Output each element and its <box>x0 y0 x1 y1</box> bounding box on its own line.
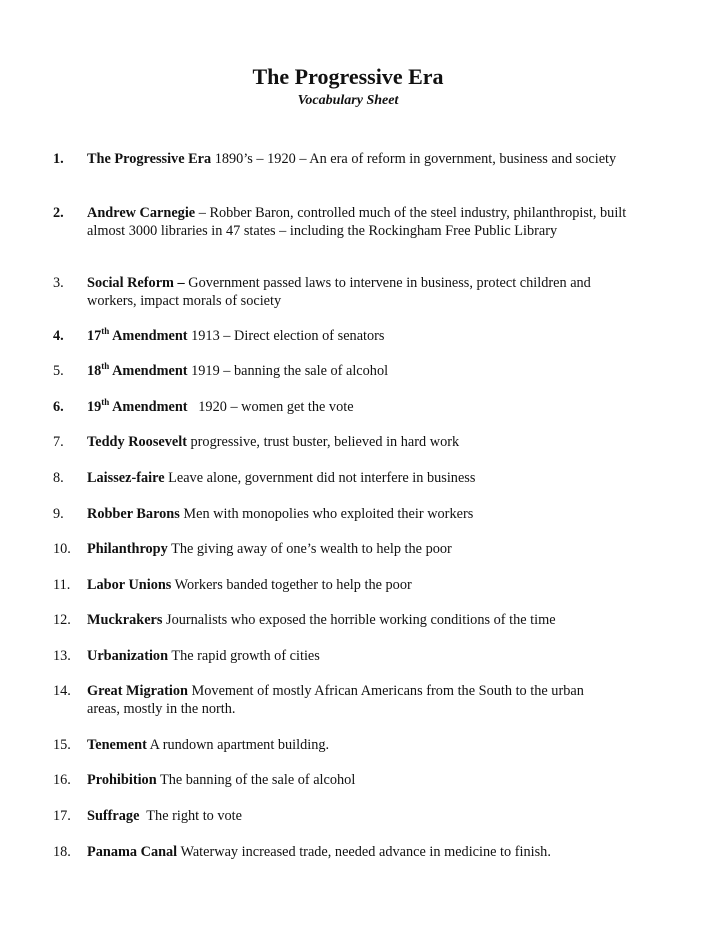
item-term: Great Migration <box>87 683 188 699</box>
item-text <box>87 398 632 416</box>
item-definition: The giving away of one’s wealth to help the poor <box>167 541 452 557</box>
item-definition: Men with monopolies who exploited their workers <box>179 506 474 522</box>
page-subtitle: Vocabulary Sheet <box>297 93 399 108</box>
item-term: Social Reform – <box>87 275 185 291</box>
item-text <box>87 576 632 594</box>
item-term: Prohibition <box>87 772 157 788</box>
item-term: 18th Amendment <box>87 361 188 379</box>
item-number: 13. <box>53 648 71 664</box>
item-definition: Workers banded together to help the poor <box>171 577 412 593</box>
item-term: Tenement <box>87 737 147 753</box>
item-term: The Progressive Era <box>87 151 212 167</box>
item-definition: – Robber Baron, controlled much of the steel industry, philanthropist, built almost 3000 libraries in 47 states – including the Rockingham Free Public Library <box>87 205 627 239</box>
item-number: 2. <box>53 205 64 221</box>
item-term: 17th Amendment <box>87 326 188 344</box>
page-title: The Progressive Era <box>252 64 444 89</box>
item-term: Suffrage <box>87 808 140 824</box>
item-text <box>87 469 632 487</box>
item-definition: Leave alone, government did not interfere in business <box>164 470 476 486</box>
item-text <box>87 611 632 629</box>
item-definition: Government passed laws to intervene in business, protect children and workers, impact morals of society <box>87 275 591 309</box>
item-text <box>87 807 632 825</box>
item-text <box>87 843 647 861</box>
item-definition: Movement of mostly African Americans from the South to the urban areas, mostly in the north. <box>87 683 584 717</box>
item-number: 5. <box>53 363 64 379</box>
item-term: Teddy Roosevelt <box>87 434 187 450</box>
item-definition: 1920 – women get the vote <box>187 399 354 415</box>
item-term: Laissez-faire <box>87 470 165 486</box>
item-number: 12. <box>53 612 71 628</box>
item-number: 16. <box>53 772 71 788</box>
item-term: Muckrakers <box>87 612 163 628</box>
item-text <box>87 327 632 345</box>
item-term: Andrew Carnegie <box>87 205 196 221</box>
item-definition: progressive, trust buster, believed in hard work <box>186 434 460 450</box>
item-definition: Waterway increased trade, needed advance in medicine to finish. <box>177 844 551 860</box>
item-definition: A rundown apartment building. <box>146 737 330 753</box>
item-definition: The right to vote <box>139 808 242 824</box>
item-text <box>87 505 632 523</box>
item-text <box>87 274 632 310</box>
item-text <box>87 540 632 558</box>
item-term: Robber Barons <box>87 506 180 522</box>
item-number: 8. <box>53 470 64 486</box>
item-number: 7. <box>53 434 64 450</box>
item-number: 6. <box>53 399 64 415</box>
item-number: 15. <box>53 737 71 753</box>
item-text <box>87 204 632 240</box>
item-text <box>87 433 632 451</box>
item-text <box>87 771 632 789</box>
item-definition: The rapid growth of cities <box>168 648 320 664</box>
item-number: 1. <box>53 151 64 167</box>
item-definition: 1913 – Direct election of senators <box>187 328 385 344</box>
item-text <box>87 362 632 380</box>
item-number: 17. <box>53 808 71 824</box>
item-number: 3. <box>53 275 64 291</box>
item-term: Philanthropy <box>87 541 168 557</box>
item-term: Urbanization <box>87 648 169 664</box>
item-text <box>87 647 632 665</box>
item-number: 14. <box>53 683 71 699</box>
item-text <box>87 682 597 718</box>
item-number: 10. <box>53 541 71 557</box>
item-term: Labor Unions <box>87 577 172 593</box>
item-number: 18. <box>53 844 71 860</box>
item-term: 19th Amendment <box>87 397 188 415</box>
item-number: 11. <box>53 577 71 593</box>
item-number: 9. <box>53 506 64 522</box>
item-text <box>87 736 632 754</box>
item-definition: Journalists who exposed the horrible working conditions of the time <box>162 612 556 628</box>
item-definition: 1890’s – 1920 – An era of reform in government, business and society <box>211 151 617 167</box>
item-term: Panama Canal <box>87 844 178 860</box>
item-text <box>87 150 632 168</box>
item-definition: The banning of the sale of alcohol <box>156 772 356 788</box>
item-number: 4. <box>53 328 64 344</box>
item-definition: 1919 – banning the sale of alcohol <box>187 363 389 379</box>
